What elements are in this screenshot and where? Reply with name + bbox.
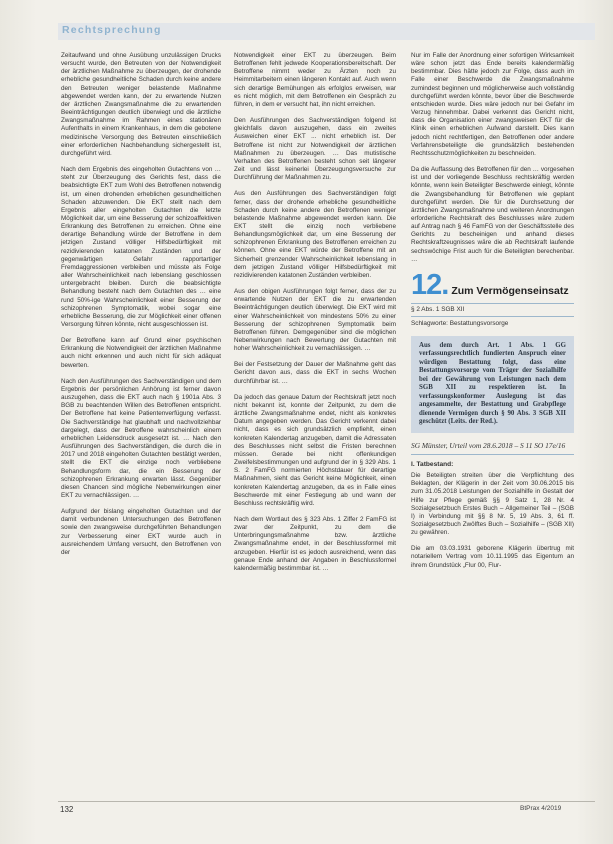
paragraph: Notwendigkeit einer EKT zu überzeugen. Beim Betroffenen fehlt jedwede Kooperationsbereitschaft. Der Betroffene nimmt weder zu Ärzten noch zu Heimmitarbeitern einen längeren Kontakt auf. Auch wenn sich derartige Bemühungen als erfolglos erweisen, war es nicht möglich, mit dem Betroffenen ein Gespräch zu führen, in dem er versucht hat, ihn nicht erreichen. bbox=[234, 52, 396, 108]
paragraph: Da die Auffassung des Betroffenen für den … vorgesehen ist und der vorliegende Beschluss rechtskräftig werden könnte, wenn kein Beteiligter Beschwerde einlegt, könnte die Zwangsbehandlung für Betroffenen wie geplant durchgeführt werden. Die für die Durchsetzung der ärztlichen Zwangsmaßnahme und weiteren Anordnungen erforderliche Rechtskraft des Beschlusses wäre zudem auf Antrag nach § 46 FamFG von der Geschäftsstelle des Gerichts zu bescheinigen und anhand dieses Rechtskraftzeugnisses wäre die ab Rechtskraft laufende sechswöchige Frist auch für die Beteiligten berechenbar. … bbox=[411, 166, 574, 263]
text-column-3 bbox=[411, 52, 574, 570]
norm-reference: § 2 Abs. 1 SGB XII bbox=[411, 303, 574, 317]
paragraph: Aus den Ausführungen des Sachverständigen folgt ferner, dass der drohende erhebliche gesundheitliche Schaden durch keine andere den Betroffenen weniger belastende Maßnahme abgewendet werden kann. Die EKT stellt die einzig noch verbliebene Behandlungsmöglichkeit dar, um eine Besserung der schizophrenen Erkrankung des Betroffenen erreichen zu können. Ohne eine EKT würde der Betroffene mit an Sicherheit grenzender Wahrscheinlichkeit lebenslang in dem jetzigen Zustand völliger Hilfsbedürftigkeit mit rezidivierenden katatonen Zuständen verbleiben. bbox=[234, 190, 396, 279]
section-header-label: Rechtsprechung bbox=[62, 24, 162, 36]
paragraph: Die am 03.03.1931 geborene Klägerin übertrug mit notariellem Vertrag vom 10.11.1995 das Eigentum an ihrem Grundstück „Flur 00, Flur- bbox=[411, 545, 574, 569]
decision-title: Zum Vermögenseinsatz bbox=[451, 284, 569, 297]
footer-rule bbox=[58, 801, 595, 802]
paragraph: Den Ausführungen des Sachverständigen folgend ist gleichfalls davon auszugehen, dass ein zweites Ausweichen einer EKT ... nicht erheblich ist. Der Betroffene ist nicht zur Notwendigkeit der ärztlichen Maßnahmen zu überzeugen. … Das mutistische Verhalten des Betroffenen besteht schon seit längerer Zeit und lässt keinerlei Überzeugungsversuche zur Durchführung der Maßnahmen zu. bbox=[234, 117, 396, 182]
page-number: 132 bbox=[60, 805, 74, 814]
paragraph: Zeitaufwand und ohne Ausübung unzulässigen Drucks versucht wurde, den Betreuten von der Notwendigkeit der ärztlichen Maßnahme zu überzeugen, der drohende erhebliche gesundheitliche Schaden durch keine andere den Betreuten weniger belastende Maßnahme abgewendet werden kann, der zu erwartende Nutzen der ärztlichen Zwangsmaßnahme die zu erwartenden Beeinträchtigungen deutlich überwiegt und die ärztliche Zwangsmaßnahme im Rahmen eines stationären Aufenthalts in einem Krankenhaus, in dem die gebotene medizinische Versorgung des Betreuten einschließlich einer erforderlichen Nachbehandlung sichergestellt ist, durchgeführt wird. bbox=[61, 52, 221, 157]
decision-number: 12. bbox=[411, 268, 449, 301]
paragraph: Die Beteiligten streiten über die Verpflichtung des Beklagten, der Klägerin in der Zeit vom 30.06.2015 bis zum 31.05.2018 Leistungen der Sozialhilfe in Gestalt der Hilfe zur Pflege gemäß §§ 9 Satz 1, 28 Nr. 4 Sozialgesetzbuch Erstes Buch – Allgemeiner Teil – (SGB I) in Verbindung mit §§ 8 Nr. 5, 19 Abs. 3, 61 ff. Sozialgesetzbuch Zwölftes Buch – Sozialhilfe – (SGB XII) zu gewähren. bbox=[411, 472, 574, 537]
paragraph: Nach den Ausführungen des Sachverständigen und dem Ergebnis der persönlichen Anhörung ist ferner davon auszugehen, dass die EKT auch nach § 1901a Abs. 3 BGB zu beachtenden Willen des Betroffenen entspricht. Der Betroffene hat keine Patientenverfügung verfasst. Die Sachverständige hat glaubhaft und nachvollziehbar dargelegt, dass der Betroffene wahrscheinlich einem erheblichen Leidensdruck ausgesetzt ist. … Nach den Ausführungen des Sachverständigen, die durch die in 2017 und 2018 eingeholten Gutachten bestätigt werden, stellt die EKT die einzige noch verbliebene Behandlungsform dar, die ein Besserung der schizophrenen Erkrankung erwarten lässt. Gegenüber diesen Chancen sind mögliche Nebenwirkungen einer EKT zu vernachlässigen. … bbox=[61, 377, 221, 499]
paragraph: Nur im Falle der Anordnung einer sofortigen Wirksamkeit wäre schon jetzt das Ende bereits kalendermäßig bestimmbar. Dies hätte jedoch zur Folge, dass auch im Falle einer Beschwerde die Zwangsmaßnahme zumindest beginnen und möglicherweise auch vollständig durchgeführt werden könnte, bevor über die Beschwerde entschieden wurde. Dies wäre jedoch nur bei Gefahr im Verzug hinnehmbar. Dabei verkennt das Gericht nicht, dass die Organisation einer zwangsweisen EKT für die Klinik einen erheblichen Aufwand darstellt. Dies kann jedoch nicht rechtfertigen, den Betroffenen oder andere Verfahrensbeteiligte die grundsätzlich bestehenden Rechtsschutzmöglichkeiten zu beschneiden. bbox=[411, 52, 574, 157]
facts-heading: I. Tatbestand: bbox=[411, 460, 454, 468]
paragraph: Der Betroffene kann auf Grund einer psychischen Erkrankung die Notwendigkeit der ärztlichen Maßnahme auch nicht erkennen und auch nicht für sich adäquat bewerten. bbox=[61, 337, 221, 369]
text-column-1 bbox=[61, 52, 221, 557]
headnote-box: Aus dem durch Art. 1 Abs. 1 GG verfassungsrechtlich fundierten Anspruch einer würdigen Bestattung folgt, dass eine Bestattungsvorsorge vom Träger der Sozialhilfe bei der Gewährung von Leistungen nach dem SGB XII zu respektieren ist. In verfassungskonformer Auslegung ist das angesammelte, der Bestattung und Grabpflege dienende Vermögen durch § 90 Abs. 3 SGB XII geschützt (Leits. der Red.). bbox=[411, 336, 574, 433]
paragraph: Nach dem Ergebnis des eingeholten Gutachtens von … steht zur Überzeugung des Gerichts fest, dass die beabsichtigte EKT zum Wohl des Betroffenen notwendig ist, um einen drohenden erheblichen gesundheitlichen Schaden abzuwenden. Die EKT stellt nach dem Ergebnis aller eingeholten Gutachten die letzte Möglichkeit dar, um eine Besserung der schizoaffektiven Erkrankung des Betroffenen zu erreichen. Ohne eine derartige Behandlung würde der Betroffene in dem jetzigen Zustand völliger Hilfsbedürftigkeit mit rezidivierenden katatonen Zuständen und der gegenwärtigen Gefahr rapportartiger Fremdaggressionen verbleiben und müsste als Folge aller Wahrscheinlichkeit nach lebenslang geschlossen untergebracht bleiben. Durch die beabsichtigte Behandlung besteht nach dem Gutachten des … eine rund 50%-ige Wahrscheinlichkeit einer Besserung der schizophrenen Symptomatik, wobei sogar eine erhebliche Besserung, die zur Möglichkeit einer offenen Versorgung führen könnte, nicht ausgeschlossen ist. bbox=[61, 166, 221, 328]
journal-issue: BtPrax 4/2019 bbox=[520, 805, 562, 812]
decision-heading bbox=[411, 268, 574, 301]
court-citation: SG Münster, Urteil vom 28.6.2018 – S 11 SO 17e/16 bbox=[411, 441, 574, 455]
keywords: Schlagworte: Bestattungsvorsorge bbox=[411, 319, 509, 327]
paragraph: Da jedoch das genaue Datum der Rechtskraft jetzt noch nicht bekannt ist, konnte der Zeitpunkt, zu dem die ärztliche Zwangsmaßnahme endet, nicht als konkretes Datum angegeben werden. Das Gericht verkennt dabei nicht, dass es sich grundsätzlich empfiehlt, einen konkreten Kalendertag anzugeben, damit die Adressaten des Beschlusses nicht selbst die Fristen berechnen müssen. Gerade bei nicht offenkundigen Zweifelsbestimmungen und aufgrund der in § 329 Abs. 1 S. 2 FamFG normierten Höchstdauer für derartige Maßnahmen, sieht das Gericht keine Möglichkeit, einen konkreten Kalendertag anzugeben, da es in Falle eines Beschwerde mit einer Festlegung ab und wann der Beschluss rechtskräftig wird. bbox=[234, 393, 396, 507]
paragraph: Aus den obigen Ausführungen folgt ferner, dass der zu erwartende Nutzen der EKT die zu erwartenden Beeinträchtigungen deutlich überwiegt. Die EKT wird mit einer Wahrscheinlichkeit von mindestens 50% zu einer Besserung der schizophrenen Symptomatik beim Betroffenen führen. Demgegenüber sind die möglichen Nebenwirkungen nach Bewertung der Gutachten mit hoher Wahrscheinlichkeit zu vernachlässigen. … bbox=[234, 288, 396, 353]
paragraph: Nach dem Wortlaut des § 323 Abs. 1 Ziffer 2 FamFG ist zwar der Zeitpunkt, zu dem die Unterbringungsmaßnahme bzw. ärztliche Zwangsmaßnahme endet, in der Beschlussformel mit anzugeben. Hierfür ist es jedoch ausreichend, wenn das genaue Ende anhand der Angaben in Beschlussformel kalendermäßig bestimmbar ist. … bbox=[234, 515, 396, 572]
text-column-2 bbox=[234, 52, 396, 573]
paragraph: Aufgrund der bislang eingeholten Gutachten und der damit verbundenen Untersuchungen des Betroffenen sowie den zwangsweise durchgeführten Behandlungen zur Verbesserung einer EKT wurde auch in ausreichendem Umfang versucht, den Betroffenen von der bbox=[61, 508, 221, 556]
paragraph: Bei der Festsetzung der Dauer der Maßnahme geht das Gericht davon aus, dass die EKT in sechs Wochen durchführbar ist. … bbox=[234, 361, 396, 385]
